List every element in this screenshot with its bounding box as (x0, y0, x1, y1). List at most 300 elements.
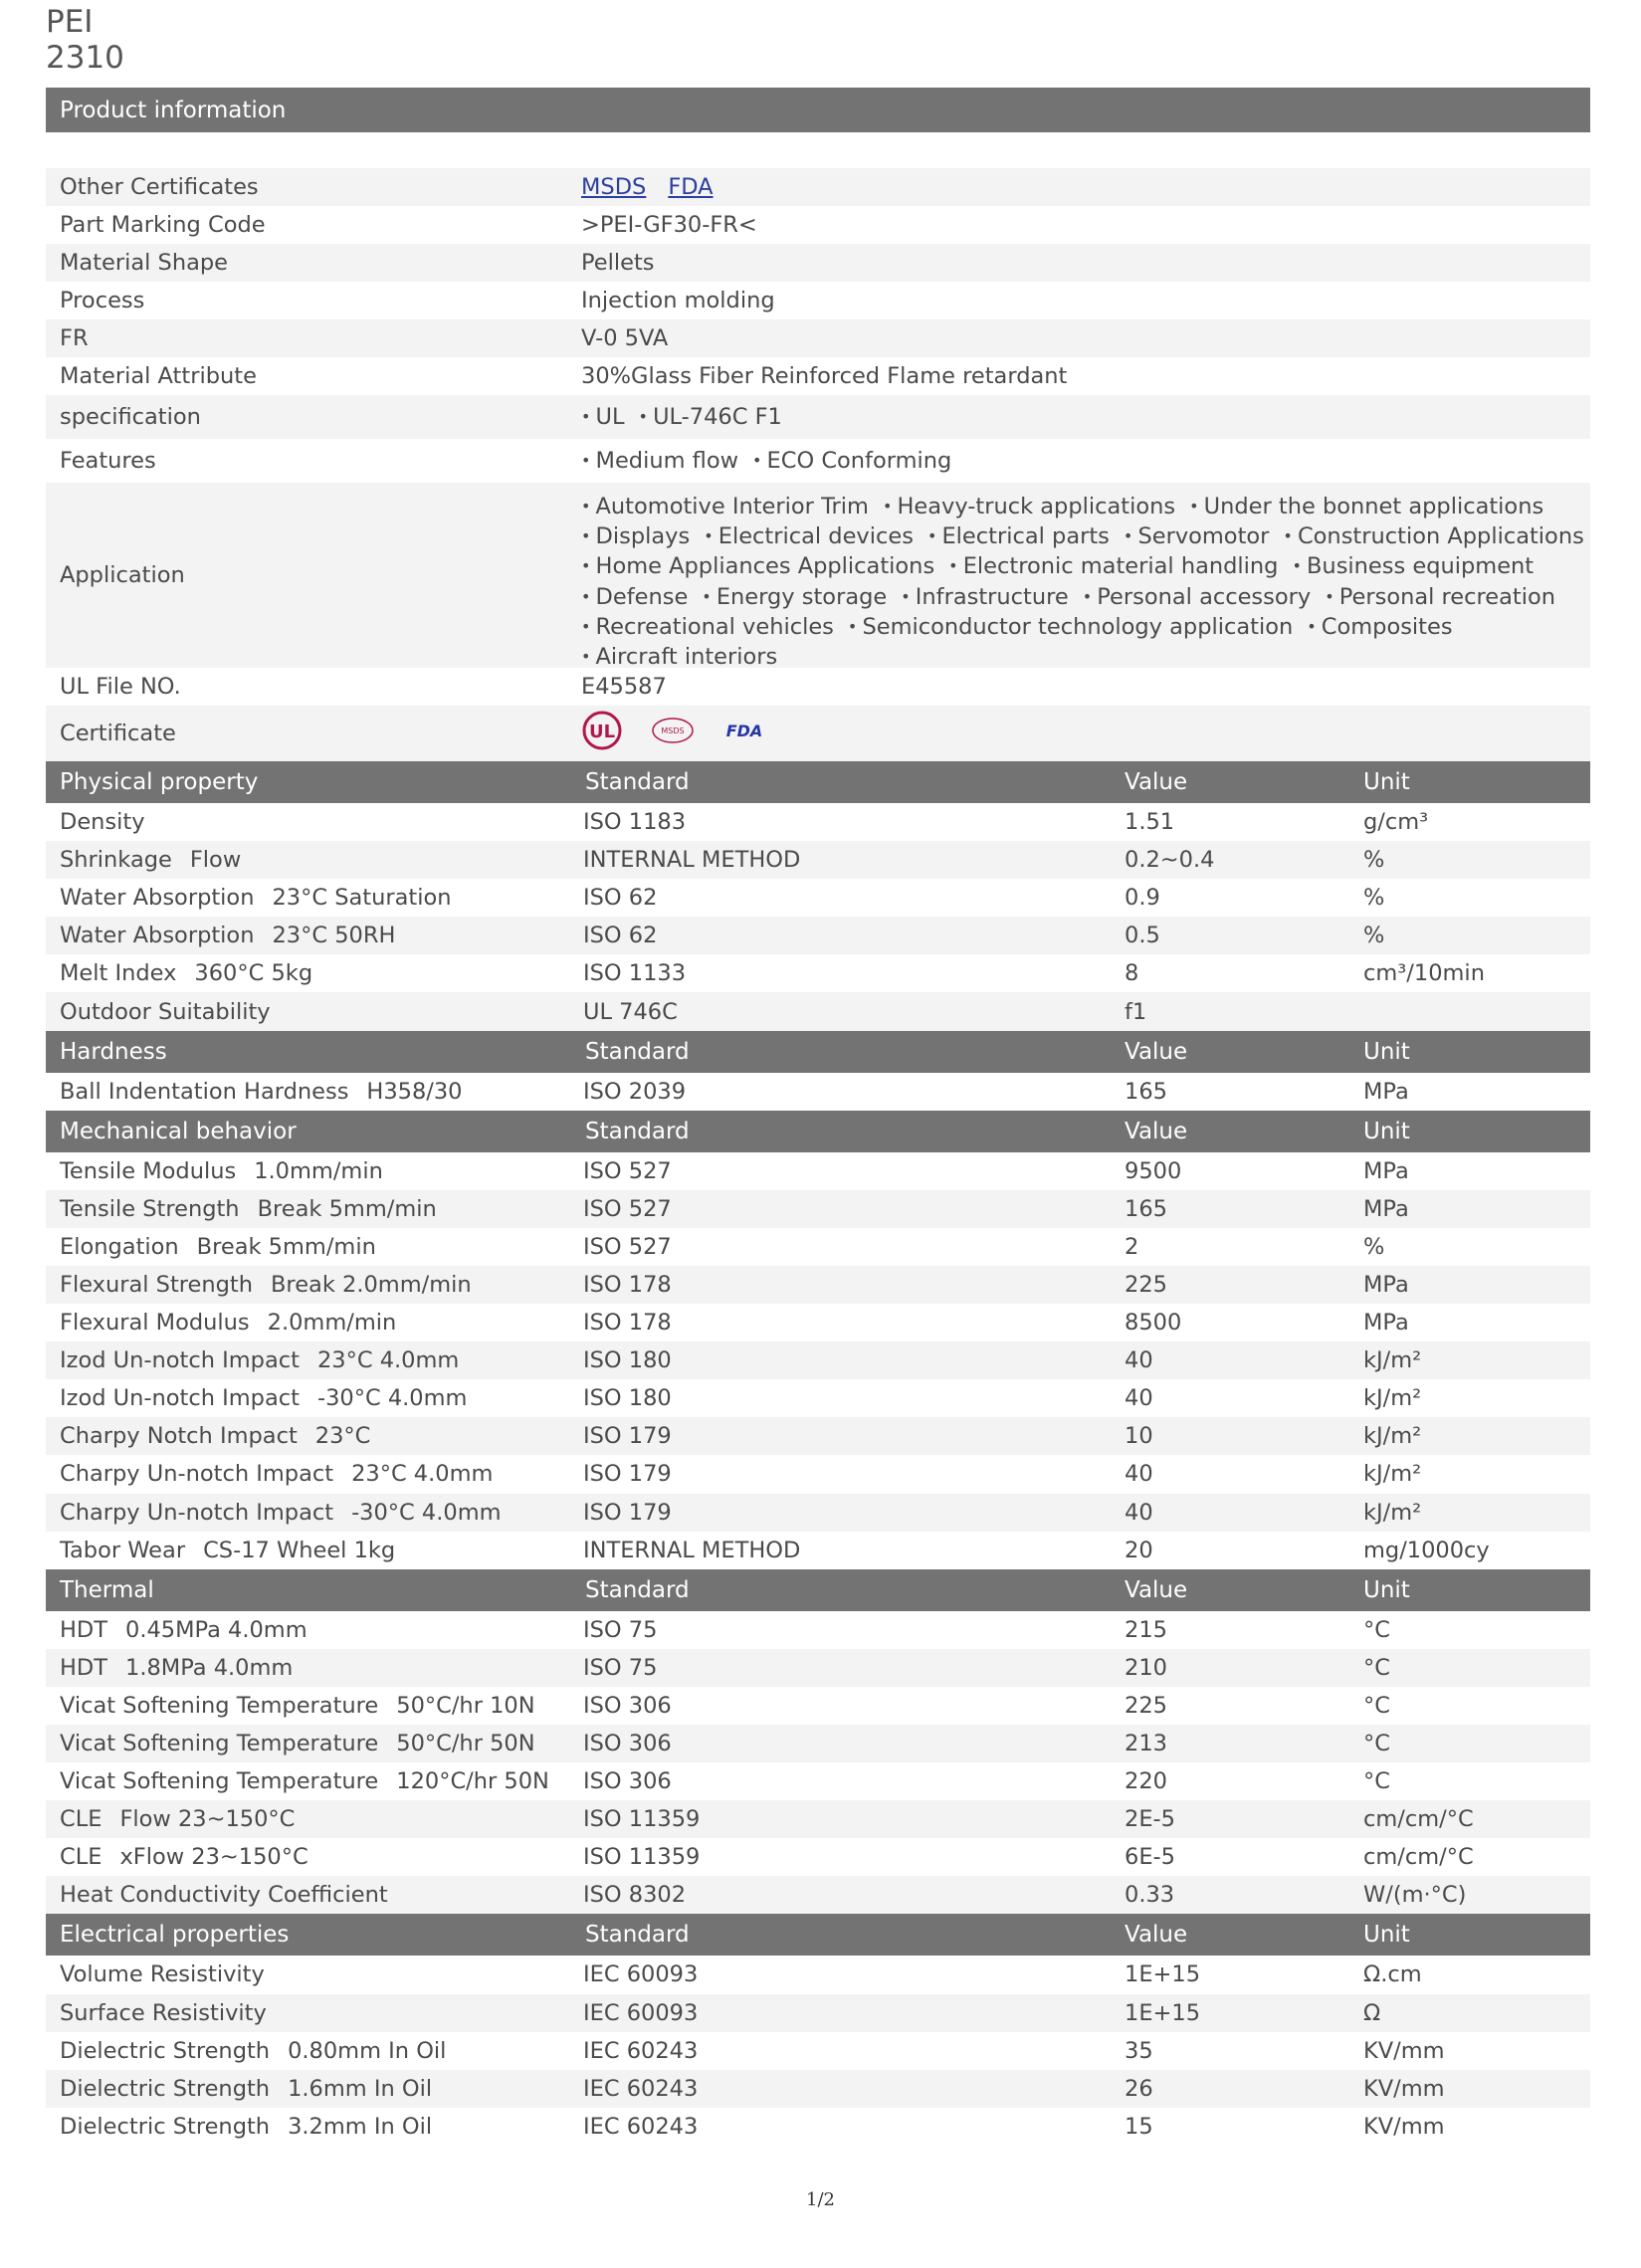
datasheet (46, 88, 1590, 2146)
section-title: Hardness (60, 1038, 167, 1065)
property-name (60, 1838, 308, 1876)
property-label: Elongation (60, 1233, 179, 1260)
product-info-row (46, 168, 1590, 206)
property-name (60, 803, 145, 841)
standard-cell: ISO 178 (583, 1271, 672, 1298)
unit-cell: °C (1363, 1654, 1390, 1681)
standard-cell: ISO 1133 (583, 960, 687, 987)
application-line (581, 522, 1598, 552)
standard-cell: ISO 11359 (583, 1806, 701, 1833)
section-header (46, 1111, 1590, 1152)
table-row (46, 1455, 1590, 1493)
property-label: Volume Resistivity (60, 1961, 265, 1988)
value-cell: 6E-5 (1125, 1844, 1175, 1871)
table-row (46, 2070, 1590, 2108)
application-item: • Electronic material handling (948, 553, 1278, 579)
property-label: Outdoor Suitability (60, 998, 271, 1025)
application-item: • Aircraft interiors (581, 644, 777, 670)
row-value: 30%Glass Fiber Reinforced Flame retardant (581, 363, 1068, 389)
value-cell: 0.5 (1125, 923, 1160, 949)
value-cell: 35 (1125, 2037, 1153, 2064)
table-row (46, 1341, 1590, 1379)
bullet-item: • UL (581, 404, 625, 430)
value-cell: 0.9 (1125, 885, 1160, 912)
property-name (60, 1379, 467, 1417)
unit-cell: MPa (1363, 1195, 1409, 1222)
property-condition: 23°C Saturation (272, 885, 452, 912)
application-line (581, 552, 1598, 582)
unit-cell: cm³/10min (1363, 960, 1485, 987)
value-cell: 1E+15 (1125, 1999, 1201, 2026)
value-cell: 213 (1125, 1731, 1167, 1757)
column-unit: Unit (1363, 1576, 1410, 1603)
property-name (60, 1266, 472, 1304)
unit-cell: KV/mm (1363, 2037, 1445, 2064)
row-label: Certificate (60, 721, 176, 746)
property-condition: 2.0mm/min (267, 1310, 397, 1337)
table-row (46, 1532, 1590, 1569)
value-cell: 40 (1125, 1347, 1153, 1374)
section-title: Physical property (60, 769, 259, 795)
value-cell: 10 (1125, 1423, 1153, 1450)
table-row (46, 954, 1590, 992)
property-condition: Break 5mm/min (257, 1195, 437, 1222)
row-label: Part Marking Code (60, 212, 266, 238)
standard-cell: ISO 306 (583, 1731, 672, 1757)
property-name (60, 841, 241, 879)
standard-cell: ISO 178 (583, 1310, 672, 1337)
cert-msds-logo (651, 716, 695, 751)
application-item: • Under the bonnet applications (1189, 494, 1543, 519)
svg-text:UL: UL (588, 722, 616, 742)
row-value: E45587 (581, 674, 667, 700)
unit-cell: W/(m·°C) (1363, 1882, 1467, 1909)
link-msds[interactable]: MSDS (581, 174, 647, 200)
application-item: • Recreational vehicles (581, 614, 834, 640)
property-condition: Break 2.0mm/min (271, 1271, 472, 1298)
application-item: • Personal recreation (1325, 584, 1555, 610)
property-label: Dielectric Strength (60, 2075, 271, 2102)
property-condition: 1.8MPa 4.0mm (125, 1654, 294, 1681)
application-item: • Composites (1307, 614, 1452, 640)
section-header (46, 1569, 1590, 1611)
table-row (46, 1762, 1590, 1800)
product-info-row (46, 357, 1590, 395)
product-info-header (46, 88, 1590, 132)
property-label: Melt Index (60, 960, 177, 987)
certificate-logos (581, 706, 766, 761)
application-item: • Heavy-truck applications (883, 494, 1175, 519)
column-unit: Unit (1363, 1922, 1410, 1949)
row-label: UL File NO. (60, 674, 181, 700)
property-name (60, 992, 271, 1030)
application-item: • Electrical devices (704, 523, 914, 549)
section-title: Mechanical behavior (60, 1118, 297, 1144)
property-condition: xFlow 23~150°C (119, 1844, 308, 1871)
application-item: • Electrical parts (927, 523, 1110, 549)
standard-cell: ISO 1183 (583, 809, 687, 836)
column-value: Value (1125, 1922, 1188, 1949)
unit-cell: % (1363, 847, 1385, 874)
section-header (46, 1914, 1590, 1956)
product-info-row (46, 319, 1590, 357)
table-row (46, 917, 1590, 954)
property-label: HDT (60, 1616, 107, 1643)
property-name (60, 1455, 493, 1493)
table-row (46, 803, 1590, 841)
application-item: • Infrastructure (901, 584, 1069, 610)
property-label: Charpy Un-notch Impact (60, 1461, 334, 1488)
column-unit: Unit (1363, 1118, 1410, 1144)
unit-cell: % (1363, 885, 1385, 912)
application-list (581, 493, 1598, 673)
property-name (60, 1304, 396, 1341)
row-label: Other Certificates (60, 174, 259, 200)
application-line (581, 613, 1598, 643)
standard-cell: ISO 62 (583, 885, 658, 912)
value-cell: 8500 (1125, 1310, 1182, 1337)
property-label: Dielectric Strength (60, 2037, 271, 2064)
column-value: Value (1125, 1576, 1188, 1603)
property-label: Vicat Softening Temperature (60, 1768, 379, 1795)
product-info-row (46, 706, 1590, 761)
unit-cell: MPa (1363, 1271, 1409, 1298)
property-name (60, 1190, 437, 1228)
value-cell: 165 (1125, 1195, 1167, 1222)
table-row (46, 2032, 1590, 2070)
property-name (60, 1800, 295, 1838)
product-info-title: Product information (60, 97, 287, 123)
property-label: Density (60, 809, 145, 836)
property-name (60, 1687, 535, 1725)
table-row (46, 1725, 1590, 1762)
table-row (46, 1379, 1590, 1417)
value-cell: 40 (1125, 1499, 1153, 1526)
table-row (46, 841, 1590, 879)
property-label: CLE (60, 1806, 103, 1833)
standard-cell: ISO 180 (583, 1347, 672, 1374)
property-label: HDT (60, 1654, 107, 1681)
value-cell: 215 (1125, 1616, 1167, 1643)
standard-cell: ISO 75 (583, 1616, 658, 1643)
property-condition: H358/30 (366, 1078, 463, 1105)
application-line (581, 583, 1598, 613)
standard-cell: INTERNAL METHOD (583, 847, 801, 874)
application-line (581, 493, 1598, 522)
row-label: Material Attribute (60, 363, 257, 389)
row-label: Process (60, 288, 145, 313)
standard-cell: ISO 11359 (583, 1844, 701, 1871)
standard-cell: IEC 60093 (583, 1999, 699, 2026)
standard-cell: IEC 60243 (583, 2113, 699, 2140)
title-line-1: PEI (46, 4, 94, 40)
section-title: Electrical properties (60, 1922, 290, 1949)
standard-cell: ISO 306 (583, 1692, 672, 1719)
property-name (60, 1611, 308, 1649)
unit-cell: MPa (1363, 1078, 1409, 1105)
unit-cell: g/cm³ (1363, 809, 1429, 836)
value-cell: 1.51 (1125, 809, 1175, 836)
property-label: Flexural Modulus (60, 1310, 250, 1337)
column-unit: Unit (1363, 769, 1410, 795)
standard-cell: ISO 75 (583, 1654, 658, 1681)
bullet-list (581, 395, 796, 439)
standard-cell: INTERNAL METHOD (583, 1537, 801, 1563)
property-label: Tabor Wear (60, 1537, 186, 1563)
unit-cell: % (1363, 923, 1385, 949)
unit-cell: Ω.cm (1363, 1961, 1422, 1988)
property-condition: CS-17 Wheel 1kg (203, 1537, 396, 1563)
property-label: Ball Indentation Hardness (60, 1078, 349, 1105)
value-cell: 220 (1125, 1768, 1167, 1795)
table-row (46, 1838, 1590, 1876)
row-value: Injection molding (581, 288, 775, 313)
property-name (60, 2070, 432, 2108)
property-name (60, 1956, 265, 1993)
row-label: FR (60, 325, 89, 351)
column-value: Value (1125, 1038, 1188, 1065)
column-standard: Standard (585, 769, 690, 795)
application-item: • Automotive Interior Trim (581, 494, 869, 519)
value-cell: 15 (1125, 2113, 1153, 2140)
product-info-row (46, 439, 1590, 483)
property-label: Flexural Strength (60, 1271, 253, 1298)
bullet-list (581, 439, 965, 483)
property-sections (46, 761, 1590, 2146)
standard-cell: ISO 8302 (583, 1882, 687, 1909)
unit-cell: °C (1363, 1731, 1390, 1757)
property-condition: -30°C 4.0mm (351, 1499, 502, 1526)
property-label: Shrinkage (60, 847, 172, 874)
bullet-item: • ECO Conforming (752, 448, 951, 474)
property-name (60, 1994, 267, 2032)
unit-cell: kJ/m² (1363, 1461, 1422, 1488)
table-row (46, 1494, 1590, 1532)
row-label: Application (60, 562, 185, 588)
table-row (46, 2108, 1590, 2146)
property-label: Charpy Notch Impact (60, 1423, 298, 1450)
unit-cell: MPa (1363, 1310, 1409, 1337)
property-condition: 23°C 4.0mm (316, 1347, 460, 1374)
row-value: >PEI-GF30-FR< (581, 212, 757, 238)
column-unit: Unit (1363, 1038, 1410, 1065)
table-row (46, 1073, 1590, 1111)
column-standard: Standard (585, 1576, 690, 1603)
link-fda[interactable]: FDA (668, 174, 714, 200)
certificate-links (581, 168, 735, 206)
table-row (46, 1417, 1590, 1455)
table-row (46, 1994, 1590, 2032)
value-cell: 225 (1125, 1271, 1167, 1298)
standard-cell: IEC 60243 (583, 2075, 699, 2102)
application-item: • Construction Applications (1283, 523, 1583, 549)
property-label: Water Absorption (60, 923, 255, 949)
property-condition: Break 5mm/min (196, 1233, 376, 1260)
table-row (46, 1800, 1590, 1838)
product-info-row (46, 206, 1590, 244)
table-row (46, 1687, 1590, 1725)
column-standard: Standard (585, 1118, 690, 1144)
standard-cell: ISO 179 (583, 1461, 672, 1488)
application-item: • Servomotor (1124, 523, 1270, 549)
standard-cell: ISO 2039 (583, 1078, 687, 1105)
unit-cell: kJ/m² (1363, 1385, 1422, 1412)
section-title: Thermal (60, 1576, 154, 1603)
svg-text:MSDS: MSDS (661, 726, 685, 735)
product-info-row (46, 668, 1590, 706)
property-label: Heat Conductivity Coefficient (60, 1882, 388, 1909)
table-row (46, 1266, 1590, 1304)
value-cell: 8 (1125, 960, 1139, 987)
property-name (60, 1876, 388, 1914)
table-row (46, 992, 1590, 1030)
column-value: Value (1125, 769, 1188, 795)
property-condition: 360°C 5kg (194, 960, 313, 987)
standard-cell: ISO 62 (583, 923, 658, 949)
property-label: Izod Un-notch Impact (60, 1347, 300, 1374)
application-item: • Defense (581, 584, 688, 610)
property-name (60, 879, 452, 917)
property-name (60, 2032, 446, 2070)
product-info-row (46, 244, 1590, 282)
property-label: Surface Resistivity (60, 1999, 267, 2026)
property-label: CLE (60, 1844, 103, 1871)
value-cell: 26 (1125, 2075, 1153, 2102)
property-condition: 0.80mm In Oil (288, 2037, 447, 2064)
standard-cell: ISO 527 (583, 1195, 672, 1222)
property-label: Tensile Modulus (60, 1157, 237, 1184)
row-label: Material Shape (60, 250, 229, 276)
table-row (46, 1304, 1590, 1341)
property-name (60, 954, 312, 992)
column-value: Value (1125, 1118, 1188, 1144)
unit-cell: Ω (1363, 1999, 1381, 2026)
property-condition: -30°C 4.0mm (316, 1385, 468, 1412)
standard-cell: UL 746C (583, 998, 678, 1025)
unit-cell: cm/cm/°C (1363, 1844, 1474, 1871)
standard-cell: ISO 179 (583, 1499, 672, 1526)
value-cell: 9500 (1125, 1157, 1182, 1184)
unit-cell: kJ/m² (1363, 1347, 1422, 1374)
property-label: Dielectric Strength (60, 2113, 271, 2140)
value-cell: 2 (1125, 1233, 1139, 1260)
document-title (46, 4, 124, 76)
standard-cell: ISO 180 (583, 1385, 672, 1412)
application-item: • Displays (581, 523, 690, 549)
cert-fda-logo (722, 718, 766, 749)
property-name (60, 1341, 459, 1379)
spacer (46, 132, 1590, 168)
cert-ul-logo (581, 710, 623, 757)
section-header (46, 761, 1590, 803)
table-row (46, 1649, 1590, 1687)
product-info-row (46, 282, 1590, 319)
bullet-item: • Medium flow (581, 448, 738, 474)
standard-cell: ISO 527 (583, 1157, 672, 1184)
unit-cell: °C (1363, 1768, 1390, 1795)
property-condition: 120°C/hr 50N (396, 1768, 549, 1795)
application-item: • Home Appliances Applications (581, 553, 934, 579)
property-condition: 0.45MPa 4.0mm (125, 1616, 308, 1643)
row-value: V-0 5VA (581, 325, 669, 351)
table-row (46, 1152, 1590, 1190)
property-name (60, 1228, 376, 1266)
row-label: Features (60, 448, 156, 474)
unit-cell: KV/mm (1363, 2113, 1445, 2140)
table-row (46, 1190, 1590, 1228)
property-condition: 1.0mm/min (254, 1157, 383, 1184)
value-cell: 210 (1125, 1654, 1167, 1681)
standard-cell: ISO 179 (583, 1423, 672, 1450)
application-item: • Personal accessory (1083, 584, 1311, 610)
property-name (60, 1417, 370, 1455)
product-info-row (46, 483, 1590, 671)
value-cell: 20 (1125, 1537, 1153, 1563)
row-value: Pellets (581, 250, 655, 276)
property-name (60, 917, 395, 954)
unit-cell: kJ/m² (1363, 1499, 1422, 1526)
property-name (60, 1725, 535, 1762)
value-cell: f1 (1125, 998, 1147, 1025)
property-condition: Flow 23~150°C (119, 1806, 296, 1833)
property-name (60, 2108, 432, 2146)
property-condition: 3.2mm In Oil (288, 2113, 433, 2140)
row-label: specification (60, 404, 201, 430)
application-item: • Business equipment (1292, 553, 1534, 579)
property-label: Vicat Softening Temperature (60, 1731, 379, 1757)
value-cell: 2E-5 (1125, 1806, 1175, 1833)
standard-cell: ISO 527 (583, 1233, 672, 1260)
property-name (60, 1152, 383, 1190)
product-info-row (46, 395, 1590, 439)
property-label: Water Absorption (60, 885, 255, 912)
value-cell: 165 (1125, 1078, 1167, 1105)
standard-cell: IEC 60243 (583, 2037, 699, 2064)
property-condition: 23°C 50RH (272, 923, 396, 949)
property-condition: 23°C 4.0mm (351, 1461, 494, 1488)
property-condition: 23°C (314, 1423, 371, 1450)
bullet-item: • UL-746C F1 (639, 404, 782, 430)
table-row (46, 1611, 1590, 1649)
property-condition: 1.6mm In Oil (288, 2075, 433, 2102)
value-cell: 0.33 (1125, 1882, 1175, 1909)
unit-cell: °C (1363, 1616, 1390, 1643)
unit-cell: MPa (1363, 1157, 1409, 1184)
application-item: • Semiconductor technology application (848, 614, 1293, 640)
column-standard: Standard (585, 1038, 690, 1065)
value-cell: 40 (1125, 1385, 1153, 1412)
value-cell: 1E+15 (1125, 1961, 1201, 1988)
unit-cell: KV/mm (1363, 2075, 1445, 2102)
property-name (60, 1494, 502, 1532)
value-cell: 0.2~0.4 (1125, 847, 1215, 874)
value-cell: 225 (1125, 1692, 1167, 1719)
unit-cell: cm/cm/°C (1363, 1806, 1474, 1833)
property-name (60, 1532, 395, 1569)
unit-cell: % (1363, 1233, 1385, 1260)
svg-text:FDA: FDA (725, 722, 763, 740)
table-row (46, 1876, 1590, 1914)
table-row (46, 1956, 1590, 1993)
application-item: • Energy storage (702, 584, 887, 610)
page-number: 1/2 (806, 2189, 835, 2210)
title-line-2: 2310 (46, 40, 124, 76)
value-cell: 40 (1125, 1461, 1153, 1488)
unit-cell: mg/1000cy (1363, 1537, 1490, 1563)
property-name (60, 1762, 549, 1800)
property-condition: 50°C/hr 10N (396, 1692, 535, 1719)
property-condition: 50°C/hr 50N (396, 1731, 535, 1757)
